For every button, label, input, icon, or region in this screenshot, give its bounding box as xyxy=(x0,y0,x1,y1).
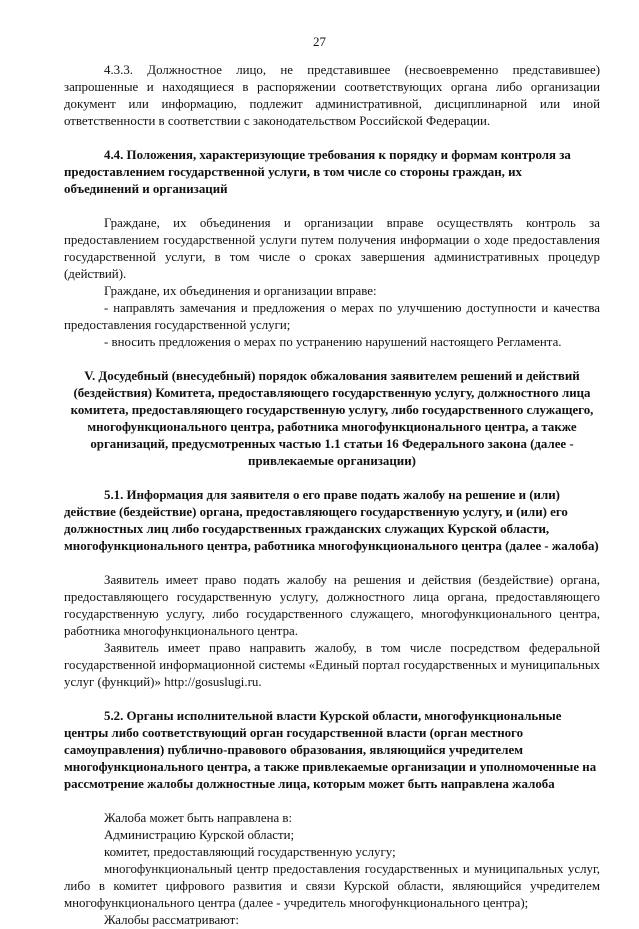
heading-section-v: V. Досудебный (внесудебный) порядок обжалования заявителем решений и действий (бездействия) Комитета, предоставляющего государственную услугу, должностного лица комитета, предоставляющего государственную услугу, либо государственного служащего, многофункционального центра, работника многофункционального центра, а также организаций, предусмотренных частью 1.1 статьи 16 Федерального закона (далее - привлекаемые организации) xyxy=(70,369,594,468)
paragraph-4-4-proposals: - вносить предложения о мерах по устранению нарушений настоящего Регламента. xyxy=(104,335,562,349)
heading-5-1: 5.1. Информация для заявителя о его праве подать жалобу на решение и (или) действие (бездействие) органа, предоставляющего государственную услугу, и (или) его должностных лиц либо государственных гражданских служащих Курской области, многофункционального центра, работника многофункционального центра (далее - жалоба) xyxy=(64,488,599,553)
heading-4-4: 4.4. Положения, характеризующие требования к порядку и формам контроля за предоставлением государственной услуги, в том числе со стороны граждан, их объединений и организаций xyxy=(64,148,571,196)
paragraph-4-3-3: 4.3.3. Должностное лицо, не представившее (несвоевременно представившее) запрошенные и находящиеся в распоряжении соответствующих органа либо организации документ или информацию, подлежит административной, дисциплинарной или иной ответственности в соответствии с законодательством Российской Федерации. xyxy=(64,63,600,128)
paragraph-5-1-right: Заявитель имеет право подать жалобу на решения и действия (бездействие) органа, предоставляющего государственную услугу, должностного лица органа, предоставляющего государственную услугу, либо государственного служащего, многофункционального центра, работника многофункционального центра. xyxy=(64,573,600,638)
page-number: 27 xyxy=(313,34,326,49)
paragraph-4-4-remarks: - направлять замечания и предложения о мерах по улучшению доступности и качества предоставления государственной услуги; xyxy=(64,301,600,332)
paragraph-5-2-intro: Жалоба может быть направлена в: xyxy=(104,811,293,825)
paragraph-4-4-rights: Граждане, их объединения и организации вправе: xyxy=(104,284,377,298)
paragraph-5-1-portal: Заявитель имеет право направить жалобу, в том числе посредством федеральной государственной информационной системы «Единый портал государственных и муниципальных услуг (функций)» http://gosuslugi.ru. xyxy=(64,641,600,689)
paragraph-5-2-reviewers: Жалобы рассматривают: xyxy=(104,913,239,927)
heading-5-2: 5.2. Органы исполнительной власти Курской области, многофункциональные центры либо соответствующий орган государственной власти (орган местного самоуправления) публично-правового образования, являющийся учредителем многофункционального центра, а также привлекаемые организации и уполномоченные на рассмотрение жалобы должностные лица, которым может быть направлена жалоба xyxy=(64,709,597,791)
paragraph-5-2-administration: Администрацию Курской области; xyxy=(104,828,295,842)
paragraph-5-2-committee: комитет, предоставляющий государственную услугу; xyxy=(104,845,396,859)
document-body xyxy=(64,62,600,929)
paragraph-5-2-mfc: многофункциональный центр предоставления государственных и муниципальных услуг, либо в комитет цифрового развития и связи Курской области, являющийся учредителем многофункционального центра (далее - учредитель многофункционального центра); xyxy=(64,862,600,910)
paragraph-4-4-control: Граждане, их объединения и организации вправе осуществлять контроль за предоставлением государственной услуги путем получения информации о ходе предоставления государственной услуги, в том числе о сроках завершения административных процедур (действий). xyxy=(64,216,600,281)
